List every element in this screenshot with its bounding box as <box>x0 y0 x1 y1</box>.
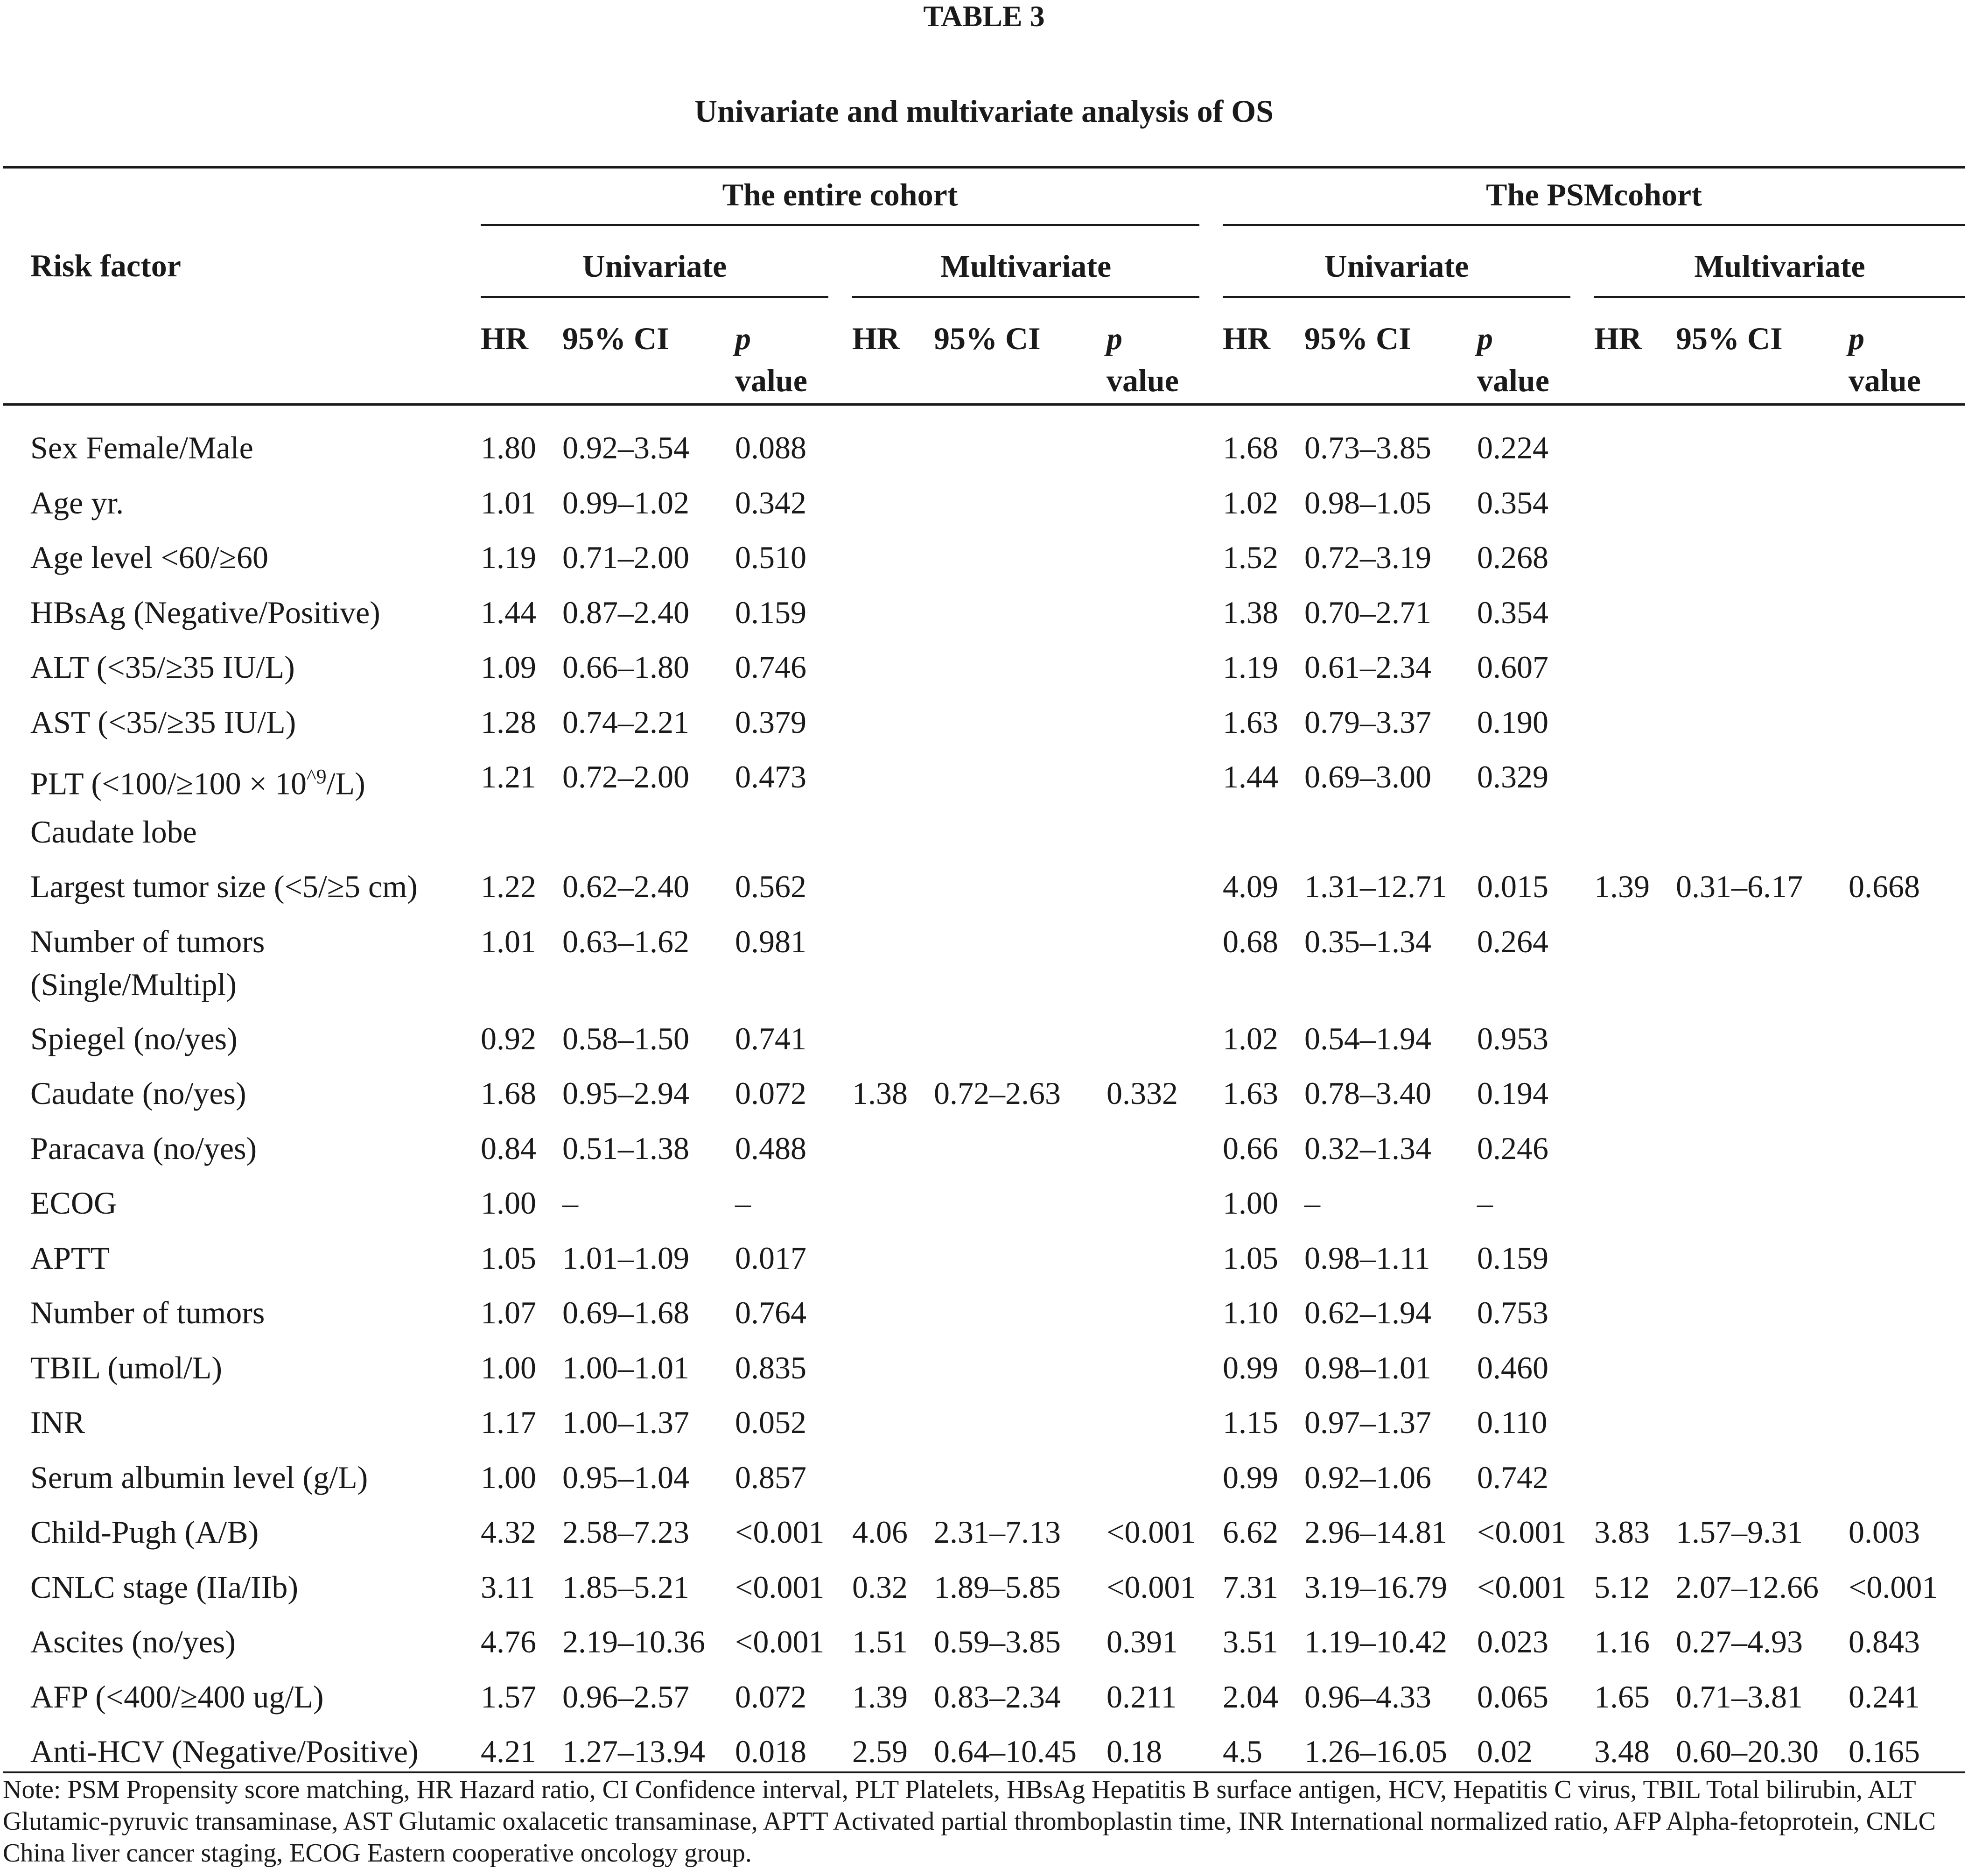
p-value-cell: 0.065 <box>1477 1679 1548 1714</box>
p-value-cell: <0.001 <box>735 1514 825 1550</box>
risk-factor-label: Age yr. <box>30 485 124 520</box>
ci-cell: 1.85–5.21 <box>562 1569 689 1605</box>
hr-cell: 1.05 <box>1223 1240 1278 1276</box>
ci-cell: 1.01–1.09 <box>562 1240 689 1276</box>
p-value-cell: 0.003 <box>1849 1514 1920 1550</box>
hr-cell: 1.19 <box>1223 649 1278 685</box>
ci-cell: 0.72–2.63 <box>934 1075 1061 1111</box>
p-value-cell: 0.224 <box>1477 430 1548 465</box>
hr-cell: 1.38 <box>1223 594 1278 630</box>
top-rule <box>3 166 1965 169</box>
p-value-cell: 0.354 <box>1477 594 1548 630</box>
hr-cell: 0.99 <box>1223 1459 1278 1495</box>
p-value-cell: 0.843 <box>1849 1624 1920 1659</box>
p-value-cell: 0.194 <box>1477 1075 1548 1111</box>
hr-cell: 1.05 <box>481 1240 536 1276</box>
p-value-cell: 0.342 <box>735 485 806 520</box>
risk-factor-label: Number of tumors <box>30 1295 265 1330</box>
hr-cell: 1.07 <box>481 1295 536 1330</box>
ci-cell: 0.31–6.17 <box>1676 869 1803 904</box>
column-header-ci: 95% CI <box>934 321 1041 356</box>
p-value-cell: 0.015 <box>1477 869 1548 904</box>
ci-cell: 0.62–2.40 <box>562 869 689 904</box>
hr-cell: 1.65 <box>1594 1679 1650 1714</box>
p-value-cell: 0.159 <box>735 594 806 630</box>
subgroup-entire-univariate: Univariate <box>582 248 727 284</box>
table-title: Univariate and multivariate analysis of OS <box>694 93 1274 129</box>
risk-factor-label: INR <box>30 1405 85 1440</box>
risk-factor-label: AFP (<400/≥400 ug/L) <box>30 1679 324 1714</box>
hr-cell: 1.21 <box>481 759 536 794</box>
ci-cell: 0.79–3.37 <box>1304 704 1431 740</box>
risk-factor-label: CNLC stage (IIa/IIb) <box>30 1569 299 1605</box>
ci-cell: 0.95–2.94 <box>562 1075 689 1111</box>
column-header-p: p <box>1477 321 1493 356</box>
ci-cell: 0.96–2.57 <box>562 1679 689 1714</box>
p-value-cell: 0.329 <box>1477 759 1548 794</box>
ci-cell: 0.27–4.93 <box>1676 1624 1803 1659</box>
p-value-cell: 0.110 <box>1477 1405 1548 1440</box>
hr-cell: 0.84 <box>481 1130 536 1166</box>
p-value-cell: 0.165 <box>1849 1734 1920 1769</box>
column-header-hr: HR <box>481 321 528 356</box>
ci-cell: 0.92–1.06 <box>1304 1459 1431 1495</box>
p-value-cell: <0.001 <box>1849 1569 1938 1605</box>
ci-cell: 0.35–1.34 <box>1304 923 1431 959</box>
hr-cell: 1.57 <box>481 1679 536 1714</box>
p-value-cell: 0.981 <box>735 923 806 959</box>
hr-cell: 0.68 <box>1223 923 1278 959</box>
subgroup-psm-multivariate: Multivariate <box>1694 248 1865 284</box>
subgroup-entire-multivariate: Multivariate <box>940 248 1112 284</box>
risk-factor-label: Spiegel (no/yes) <box>30 1020 238 1056</box>
p-value-cell: 0.268 <box>1477 540 1548 575</box>
risk-factor-label: HBsAg (Negative/Positive) <box>30 594 380 630</box>
hr-cell: 3.11 <box>481 1569 535 1605</box>
ci-cell: 0.98–1.05 <box>1304 485 1431 520</box>
hr-cell: 4.32 <box>481 1514 536 1550</box>
ci-cell: 0.73–3.85 <box>1304 430 1431 465</box>
subgroup-psm-univariate: Univariate <box>1324 248 1469 284</box>
p-value-cell: 0.607 <box>1477 649 1548 685</box>
p-value-cell: 0.391 <box>1107 1624 1178 1659</box>
risk-factor-label: Ascites (no/yes) <box>30 1624 236 1659</box>
hr-cell: 2.04 <box>1223 1679 1278 1714</box>
risk-factor-label: Serum albumin level (g/L) <box>30 1459 368 1495</box>
column-header-ci: 95% CI <box>1304 321 1411 356</box>
p-value-cell: 0.488 <box>735 1130 806 1166</box>
p-value-cell: 0.953 <box>1477 1020 1548 1056</box>
risk-factor-label: APTT <box>30 1240 110 1276</box>
hr-cell: 1.10 <box>1223 1295 1278 1330</box>
hr-cell: 0.32 <box>852 1569 908 1605</box>
ci-cell: 0.32–1.34 <box>1304 1130 1431 1166</box>
column-header-hr: HR <box>852 321 900 356</box>
hr-cell: 4.5 <box>1223 1734 1262 1769</box>
ci-cell: 1.00–1.37 <box>562 1405 689 1440</box>
p-value-cell: 0.473 <box>735 759 806 794</box>
ci-cell: 0.72–3.19 <box>1304 540 1431 575</box>
header-bottom-rule <box>3 403 1965 406</box>
hr-cell: 4.76 <box>481 1624 536 1659</box>
hr-cell: 0.92 <box>481 1020 536 1056</box>
p-value-cell: <0.001 <box>1107 1514 1196 1550</box>
ci-cell: 0.97–1.37 <box>1304 1405 1431 1440</box>
column-header-value: value <box>1849 363 1921 398</box>
p-value-cell: 0.835 <box>735 1349 806 1385</box>
ci-cell: 1.31–12.71 <box>1304 869 1447 904</box>
p-value-cell: 0.354 <box>1477 485 1548 520</box>
p-value-cell: 0.241 <box>1849 1679 1920 1714</box>
p-value-cell: 0.764 <box>735 1295 806 1330</box>
rule-psm-multivariate <box>1594 296 1965 298</box>
p-value-cell: 0.072 <box>735 1075 806 1111</box>
ci-cell: 0.95–1.04 <box>562 1459 689 1495</box>
hr-cell: 2.59 <box>852 1734 908 1769</box>
ci-cell: 0.70–2.71 <box>1304 594 1431 630</box>
column-header-ci: 95% CI <box>562 321 669 356</box>
hr-cell: 1.44 <box>481 594 536 630</box>
hr-cell: 1.68 <box>1223 430 1278 465</box>
hr-cell: 1.44 <box>1223 759 1278 794</box>
hr-cell: 5.12 <box>1594 1569 1650 1605</box>
ci-cell: 0.61–2.34 <box>1304 649 1431 685</box>
ci-cell: 0.74–2.21 <box>562 704 689 740</box>
risk-factor-label: TBIL (umol/L) <box>30 1349 223 1385</box>
hr-cell: 1.01 <box>481 485 536 520</box>
hr-cell: 1.51 <box>852 1624 908 1659</box>
hr-cell: 1.22 <box>481 869 536 904</box>
ci-cell: 2.96–14.81 <box>1304 1514 1447 1550</box>
risk-factor-label: Anti-HCV (Negative/Positive) <box>30 1734 419 1769</box>
risk-factor-label: Number of tumors (Single/Multipl) <box>30 923 265 1002</box>
p-value-cell: – <box>735 1185 751 1221</box>
p-value-cell: 0.332 <box>1107 1075 1178 1111</box>
ci-cell: 0.59–3.85 <box>934 1624 1061 1659</box>
risk-factor-label: AST (<35/≥35 IU/L) <box>30 704 296 740</box>
p-value-cell: 0.023 <box>1477 1624 1548 1659</box>
ci-cell: 0.51–1.38 <box>562 1130 689 1166</box>
hr-cell: 1.39 <box>852 1679 908 1714</box>
p-value-cell: <0.001 <box>1477 1569 1567 1605</box>
risk-factor-label: Child-Pugh (A/B) <box>30 1514 259 1550</box>
hr-cell: 1.19 <box>481 540 536 575</box>
p-value-cell: 0.460 <box>1477 1349 1548 1385</box>
hr-cell: 4.09 <box>1223 869 1278 904</box>
risk-factor-label: ALT (<35/≥35 IU/L) <box>30 649 295 685</box>
hr-cell: 1.15 <box>1223 1405 1278 1440</box>
ci-cell: – <box>1304 1185 1320 1221</box>
ci-cell: 1.00–1.01 <box>562 1349 689 1385</box>
p-value-cell: 0.741 <box>735 1020 806 1056</box>
hr-cell: 1.00 <box>481 1349 536 1385</box>
p-value-cell: <0.001 <box>735 1624 825 1659</box>
hr-cell: 1.01 <box>481 923 536 959</box>
table-note: Note: PSM Propensity score matching, HR Hazard ratio, CI Confidence interval, PLT Platelets, HBsAg Hepatitis B surface antigen, HCV, Hepatitis C virus, TBIL Total bilirubin, ALT Glutamic-pyruvic transaminase, AST Glutamic oxalacetic transaminase, APTT Activated partial thromboplastin time, INR International normalized ratio, AFP Alpha-fetoprotein, CNLC China liver cancer staging, ECOG Eastern cooperative oncology group. <box>3 1775 1936 1868</box>
p-value-cell: 0.246 <box>1477 1130 1548 1166</box>
ci-cell: 0.69–1.68 <box>562 1295 689 1330</box>
ci-cell: 0.72–2.00 <box>562 759 689 794</box>
hr-cell: 1.00 <box>481 1459 536 1495</box>
hr-cell: 3.48 <box>1594 1734 1650 1769</box>
ci-cell: 0.54–1.94 <box>1304 1020 1431 1056</box>
rule-entire-multivariate <box>852 296 1199 298</box>
ci-cell: 0.71–3.81 <box>1676 1679 1803 1714</box>
risk-factor-label: Paracava (no/yes) <box>30 1130 257 1166</box>
ci-cell: 0.62–1.94 <box>1304 1295 1431 1330</box>
risk-factor-label: ECOG <box>30 1185 117 1221</box>
ci-cell: 1.57–9.31 <box>1676 1514 1803 1550</box>
hr-cell: 1.63 <box>1223 704 1278 740</box>
p-value-cell: 0.857 <box>735 1459 806 1495</box>
p-value-cell: <0.001 <box>735 1569 825 1605</box>
risk-factor-label: Caudate (no/yes) <box>30 1075 246 1111</box>
hr-cell: 1.02 <box>1223 1020 1278 1056</box>
column-header-value: value <box>1107 363 1179 398</box>
hr-cell: 1.38 <box>852 1075 908 1111</box>
risk-factor-label: Caudate lobe <box>30 814 197 850</box>
p-value-cell: 0.088 <box>735 430 806 465</box>
hr-cell: 1.09 <box>481 649 536 685</box>
p-value-cell: 0.211 <box>1107 1679 1177 1714</box>
p-value-cell: 0.159 <box>1477 1240 1548 1276</box>
hr-cell: 1.16 <box>1594 1624 1650 1659</box>
exponent: ^9 <box>306 765 327 788</box>
p-value-cell: 0.746 <box>735 649 806 685</box>
p-value-cell: <0.001 <box>1107 1569 1196 1605</box>
hr-cell: 1.39 <box>1594 869 1650 904</box>
ci-cell: 0.98–1.01 <box>1304 1349 1431 1385</box>
ci-cell: 0.98–1.11 <box>1304 1240 1430 1276</box>
hr-cell: 1.00 <box>481 1185 536 1221</box>
rule-entire-cohort <box>481 224 1199 226</box>
ci-cell: 0.63–1.62 <box>562 923 689 959</box>
hr-cell: 1.17 <box>481 1405 536 1440</box>
rule-psm-cohort <box>1223 224 1965 226</box>
group-entire-cohort: The entire cohort <box>722 177 958 212</box>
hr-cell: 7.31 <box>1223 1569 1278 1605</box>
ci-cell: 0.99–1.02 <box>562 485 689 520</box>
ci-cell: 1.89–5.85 <box>934 1569 1061 1605</box>
p-value-cell: 0.264 <box>1477 923 1548 959</box>
hr-cell: 0.99 <box>1223 1349 1278 1385</box>
p-value-cell: 0.379 <box>735 704 806 740</box>
column-header-value: value <box>1477 363 1549 398</box>
p-value-cell: 0.753 <box>1477 1295 1548 1330</box>
ci-cell: 0.71–2.00 <box>562 540 689 575</box>
ci-cell: 2.07–12.66 <box>1676 1569 1819 1605</box>
ci-cell: 1.19–10.42 <box>1304 1624 1447 1659</box>
p-value-cell: 0.18 <box>1107 1734 1162 1769</box>
p-value-cell: <0.001 <box>1477 1514 1567 1550</box>
risk-factor-header: Risk factor <box>30 248 181 283</box>
ci-cell: 2.58–7.23 <box>562 1514 689 1550</box>
column-header-value: value <box>735 363 807 398</box>
hr-cell: 1.00 <box>1223 1185 1278 1221</box>
risk-factor-label: PLT $(<100/\ge 100 \times 10^{\^{}9}/L)$ <box>30 765 365 801</box>
ci-cell: 0.66–1.80 <box>562 649 689 685</box>
ci-cell: 0.92–3.54 <box>562 430 689 465</box>
p-value-cell: 0.190 <box>1477 704 1548 740</box>
column-header-hr: HR <box>1223 321 1270 356</box>
ci-cell: – <box>562 1185 578 1221</box>
group-psm-cohort: The PSMcohort <box>1486 177 1702 212</box>
p-value-cell: 0.018 <box>735 1734 806 1769</box>
column-header-hr: HR <box>1594 321 1642 356</box>
p-value-cell: – <box>1477 1185 1493 1221</box>
hr-cell: 1.28 <box>481 704 536 740</box>
p-value-cell: 0.562 <box>735 869 806 904</box>
ci-cell: 3.19–16.79 <box>1304 1569 1447 1605</box>
ci-cell: 0.69–3.00 <box>1304 759 1431 794</box>
ci-cell: 1.26–16.05 <box>1304 1734 1447 1769</box>
p-value-cell: 0.02 <box>1477 1734 1533 1769</box>
ci-cell: 2.19–10.36 <box>562 1624 705 1659</box>
column-header-ci: 95% CI <box>1676 321 1783 356</box>
ci-cell: 1.27–13.94 <box>562 1734 705 1769</box>
ci-cell: 0.83–2.34 <box>934 1679 1061 1714</box>
hr-cell: 3.51 <box>1223 1624 1278 1659</box>
risk-factor-label: Age level <60/≥60 <box>30 540 268 575</box>
hr-cell: 4.06 <box>852 1514 908 1550</box>
rule-entire-univariate <box>481 296 828 298</box>
risk-factor-label: Sex Female/Male <box>30 430 253 465</box>
p-value-cell: 0.072 <box>735 1679 806 1714</box>
ci-cell: 2.31–7.13 <box>934 1514 1061 1550</box>
column-header-p: p <box>735 321 751 356</box>
ci-cell: 0.96–4.33 <box>1304 1679 1431 1714</box>
hr-cell: 0.66 <box>1223 1130 1278 1166</box>
risk-factor-label: Largest tumor size (<5/≥5 cm) <box>30 869 418 904</box>
ci-cell: 0.64–10.45 <box>934 1734 1077 1769</box>
hr-cell: 1.02 <box>1223 485 1278 520</box>
p-value-cell: 0.668 <box>1849 869 1920 904</box>
ci-cell: 0.87–2.40 <box>562 594 689 630</box>
hr-cell: 1.52 <box>1223 540 1278 575</box>
p-value-cell: 0.017 <box>735 1240 806 1276</box>
p-value-cell: 0.742 <box>1477 1459 1548 1495</box>
p-value-cell: 0.510 <box>735 540 806 575</box>
hr-cell: 1.68 <box>481 1075 536 1111</box>
ci-cell: 0.58–1.50 <box>562 1020 689 1056</box>
ci-cell: 0.78–3.40 <box>1304 1075 1431 1111</box>
column-header-p: p <box>1849 321 1864 356</box>
ci-cell: 0.60–20.30 <box>1676 1734 1819 1769</box>
rule-psm-univariate <box>1223 296 1570 298</box>
hr-cell: 4.21 <box>481 1734 536 1769</box>
hr-cell: 6.62 <box>1223 1514 1278 1550</box>
column-header-p: p <box>1107 321 1122 356</box>
table-label: TABLE 3 <box>923 0 1045 33</box>
hr-cell: 1.63 <box>1223 1075 1278 1111</box>
p-value-cell: 0.052 <box>735 1405 806 1440</box>
hr-cell: 1.80 <box>481 430 536 465</box>
hr-cell: 3.83 <box>1594 1514 1650 1550</box>
